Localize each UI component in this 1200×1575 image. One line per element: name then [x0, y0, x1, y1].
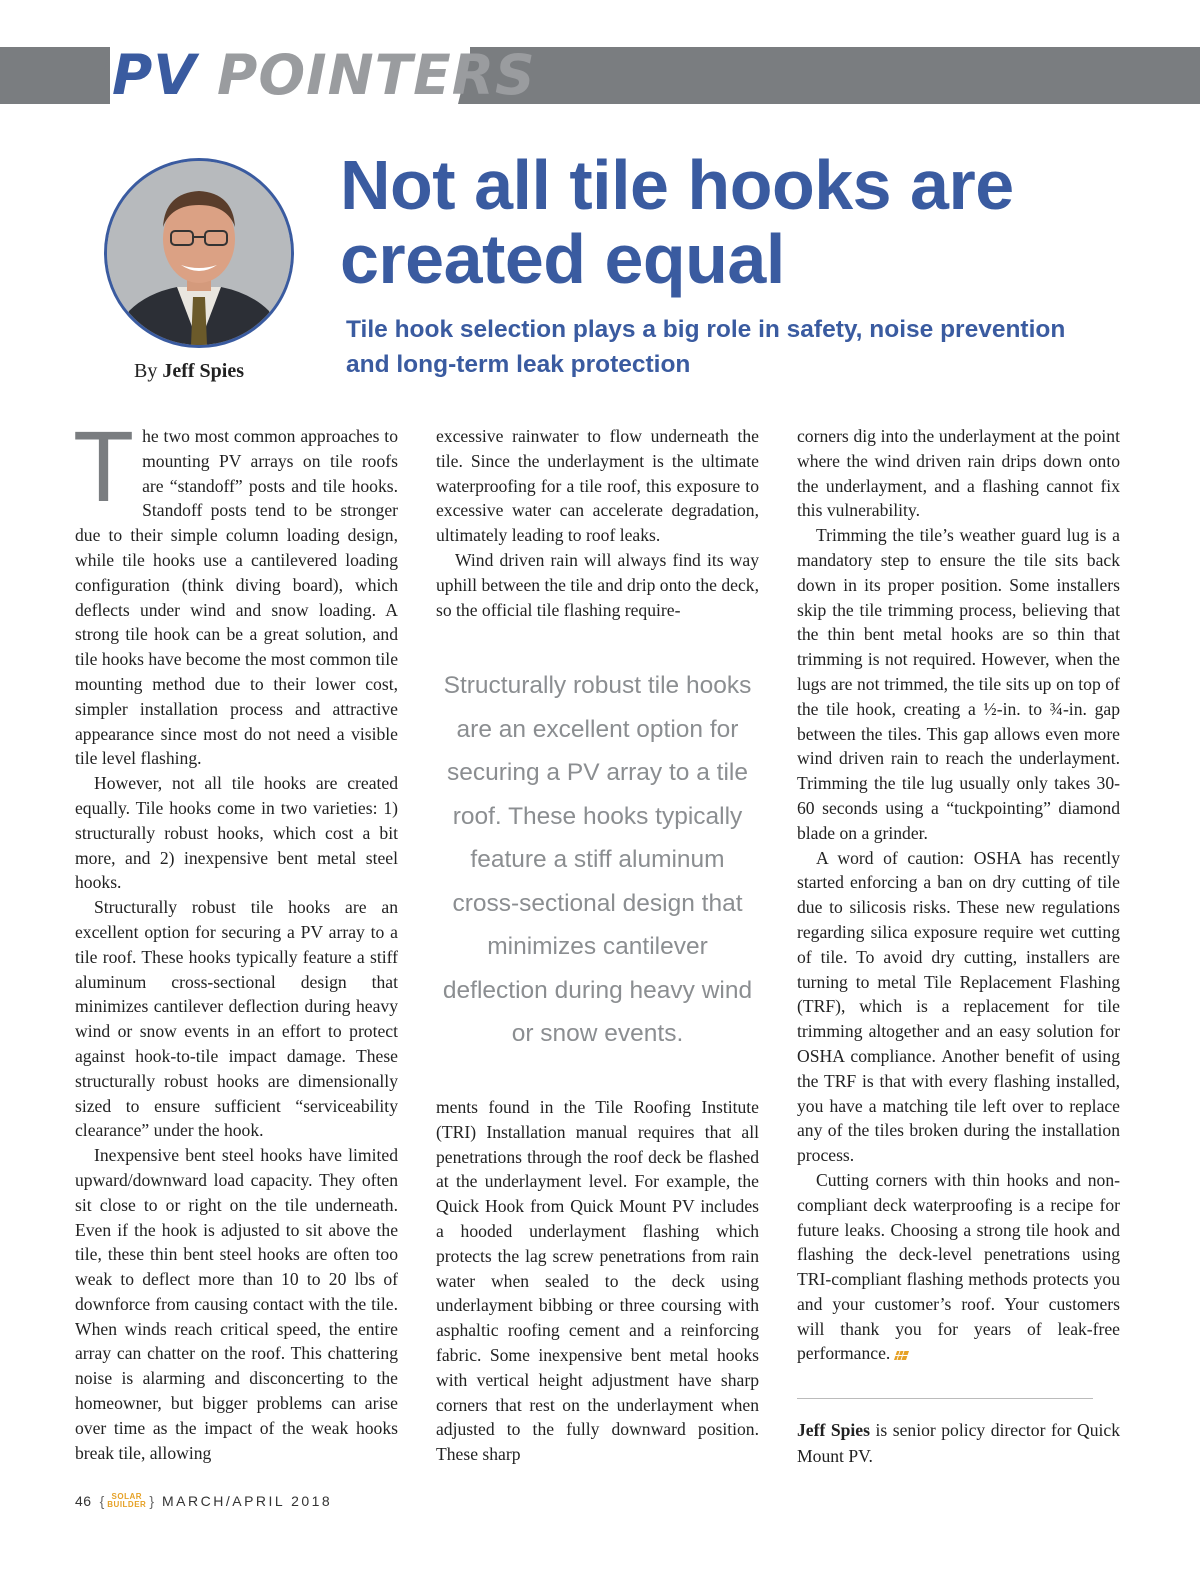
page-footer [75, 1490, 332, 1512]
body-paragraph: excessive rainwater to flow underneath the tile. Since the underlayment is the ultimate waterproofing for a tile roof, this exposure to excessive water can accelerate degradation, ultimately leading to roof leaks. [436, 426, 759, 546]
body-paragraph: Wind driven rain will always find its way uphill between the tile and drip onto the deck, so the official tile flashing require- [436, 549, 759, 620]
section-label [112, 40, 536, 110]
body-column-2-top [436, 424, 759, 622]
bio-name: Jeff Spies [797, 1420, 870, 1440]
body-column-2-bottom [436, 1095, 759, 1467]
body-paragraph: However, not all tile hooks are created equally. Tile hooks come in two varieties: 1) structurally robust hooks, which cost a bit more, and 2) inexpensive bent metal steel hooks. [75, 773, 398, 893]
paragraph-text: Cutting corners with thin hooks and non-compliant deck waterproofing is a recipe for future leaks. Choosing a strong tile hook and flashing the deck-level penetrations using TRI-compliant flashing methods protects you and your customer’s roof. Your customers will thank you for years of leak-free performance. [797, 1169, 1120, 1364]
solar-panel-end-icon [894, 1351, 909, 1360]
body-paragraph: Structurally robust tile hooks are an excellent option for securing a PV array to a tile roof. These hooks typically feature a stiff aluminum cross-sectional design that minimizes cantilever deflection during heavy wind or snow events in an effort to protect against hook-to-tile impact damage. These structurally robust hooks are dimensionally sized to ensure sufficient “serviceability clearance” under the hook. [75, 897, 398, 1141]
body-paragraph [73, 411, 398, 771]
body-column-3 [797, 424, 1120, 1366]
drop-cap: T [73, 411, 135, 523]
body-paragraph: ments found in the Tile Roofing Institute (TRI) Installation manual requires that all penetrations through the roof deck be flashed at the underlayment level. For example, the Quick Hook from Quick Mount PV includes a hooded underlayment flashing which protects the lag screw penetrations from rain water when sealed to the deck using underlayment bibbing or three coursing with asphaltic roofing cement and a reinforcing fabric. Some inexpensive bent metal hooks with vertical height adjustment have sharp corners that rest on the underlayment when adjusted to the fully downward position. These sharp [436, 1097, 759, 1465]
issue-date: MARCH/APRIL 2018 [162, 1493, 333, 1509]
logo-line-1: SOLAR [111, 1492, 143, 1501]
author-photo [104, 158, 294, 348]
header-band-left [0, 47, 110, 104]
author-portrait-illustration [107, 161, 291, 345]
header-band-right [470, 47, 1200, 104]
body-paragraph [797, 1168, 1120, 1366]
logo-line-2: BUILDER [107, 1500, 147, 1509]
byline-author: Jeff Spies [162, 360, 244, 382]
header-band-slant-left [96, 47, 110, 104]
byline-prefix: By [133, 360, 158, 382]
author-bio [797, 1417, 1120, 1469]
page-number: 46 [75, 1493, 92, 1509]
body-paragraph: Inexpensive bent steel hooks have limited upward/downward load capacity. They often sit close to or right on the tile underneath. Even if the hook is adjusted to sit above the tile, these thin bent steel hooks are often too weak to deflect more than 10 to 20 lbs of downforce from causing contact with the tile. When winds reach critical speed, the entire array can chatter on the roof. This chattering noise is alarming and disconcerting to the homeowner, but bigger problems can arise over time as the impact of the weak hooks break tile, allowing [75, 1145, 398, 1463]
section-label-pointers: POINTERS [217, 43, 536, 107]
body-paragraph: Trimming the tile’s weather guard lug is a mandatory step to ensure the tile sits back down in its proper position. Some installers skip the tile trimming process, believing that the thin bent metal hooks are so thin that trimming is not required. However, when the lugs are not trimmed, the tile sits up on top of the tile hook, creating a ½-in. to ¾-in. gap between the tiles. This gap allows even more wind driven rain to reach the underlayment. Trimming the tile lug usually only takes 30-60 seconds using a “tuckpointing” diamond blade on a grinder. [797, 525, 1120, 843]
footer-brace-open: { [99, 1493, 105, 1509]
solar-builder-logo [107, 1493, 146, 1509]
article-deck: Tile hook selection plays a big role in safety, noise prevention and long-term leak protection [346, 316, 1066, 378]
body-column-1 [73, 411, 398, 1465]
bio-text: is senior policy director for Quick Mount PV. [797, 1420, 1120, 1466]
byline [100, 356, 278, 386]
pull-quote: Structurally robust tile hooks are an excellent option for securing a PV array to a tile roof. These hooks typically feature a stiff aluminum cross-sectional design that minimizes cantilever deflection during heavy wind or snow events. [442, 672, 753, 1047]
section-label-pv: PV [112, 43, 197, 107]
body-paragraph: corners dig into the underlayment at the point where the wind driven rain drips down onto the underlayment, and a flashing cannot fix this vulnerability. [797, 426, 1120, 521]
body-paragraph: A word of caution: OSHA has recently started enforcing a ban on dry cutting of tile due to silicosis risks. These new regulations regarding silica exposure require wet cutting of tile. To avoid dry cutting, installers are turning to metal Tile Replacement Flashing (TRF), which is a replacement for tile trimming altogether and an easy solution for OSHA compliance. Another benefit of using the TRF is that with every flashing installed, you have a matching tile left over to replace any of the tiles broken during the installation process. [797, 847, 1120, 1166]
paragraph-text: he two most common approaches to mounting PV arrays on tile roofs are “standoff” posts and tile hooks. Standoff posts tend to be stronger due to their simple column loading design, while tile hooks use a cantilevered loading configuration (think diving board), which deflects under wind and snow loading. A strong tile hook can be a great solution, and tile hooks have become the most common tile mounting method due to their lower cost, simpler installation process and attractive appearance since most do not need a visible tile level flashing. [75, 426, 398, 769]
footer-brace-close: } [149, 1493, 155, 1509]
bio-divider [797, 1398, 1093, 1399]
article-title: Not all tile hooks are created equal [340, 146, 1014, 298]
